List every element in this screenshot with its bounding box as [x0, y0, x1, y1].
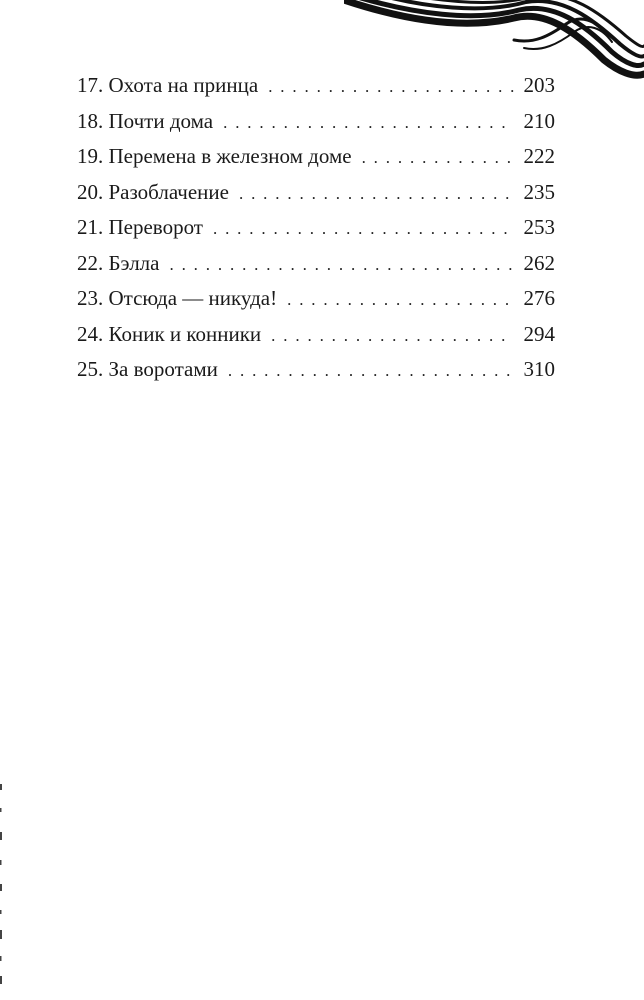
toc-entry-title: 22. Бэлла [77, 250, 160, 275]
dot-leader [239, 176, 514, 212]
toc-entry-title: 23. Отсюда — никуда! [77, 286, 278, 310]
toc-entry-page-number: 253 [523, 215, 555, 239]
toc-entry-page-number: 276 [523, 286, 555, 310]
toc-entry-page-number: 294 [523, 321, 555, 346]
toc-entry[interactable] [77, 139, 555, 175]
dot-leader [169, 247, 513, 283]
dot-leader [287, 282, 513, 318]
toc-entry-page-number: 203 [523, 73, 555, 97]
toc-entry[interactable] [77, 175, 555, 211]
table-of-contents [77, 68, 555, 388]
toc-entry-title: 21. Переворот [77, 215, 203, 239]
toc-entry[interactable] [77, 352, 555, 388]
toc-entry[interactable] [77, 68, 555, 104]
toc-entry[interactable] [77, 104, 555, 140]
toc-entry-page-number: 235 [523, 179, 555, 204]
toc-entry-title: 20. Разоблачение [77, 179, 229, 204]
toc-entry-page-number: 310 [523, 357, 555, 381]
page-edge-speckles [0, 780, 4, 990]
toc-entry-title: 25. За воротами [77, 357, 218, 381]
dot-leader [223, 105, 513, 141]
dot-leader [362, 140, 514, 176]
dot-leader [213, 211, 514, 247]
toc-entry[interactable] [77, 317, 555, 353]
dot-leader [268, 69, 513, 105]
dot-leader [228, 353, 514, 389]
toc-entry-title: 24. Коник и конники [77, 321, 262, 346]
toc-entry-page-number: 262 [523, 250, 555, 275]
toc-entry-page-number: 222 [523, 144, 555, 168]
toc-entry-title: 19. Перемена в железном доме [77, 144, 352, 168]
toc-entry-title: 17. Охота на принца [77, 73, 259, 97]
toc-entry-page-number: 210 [523, 108, 555, 133]
toc-entry[interactable] [77, 281, 555, 317]
toc-entry[interactable] [77, 246, 555, 282]
toc-entry-title: 18. Почти дома [77, 108, 214, 133]
toc-entry[interactable] [77, 210, 555, 246]
dot-leader [271, 318, 513, 354]
